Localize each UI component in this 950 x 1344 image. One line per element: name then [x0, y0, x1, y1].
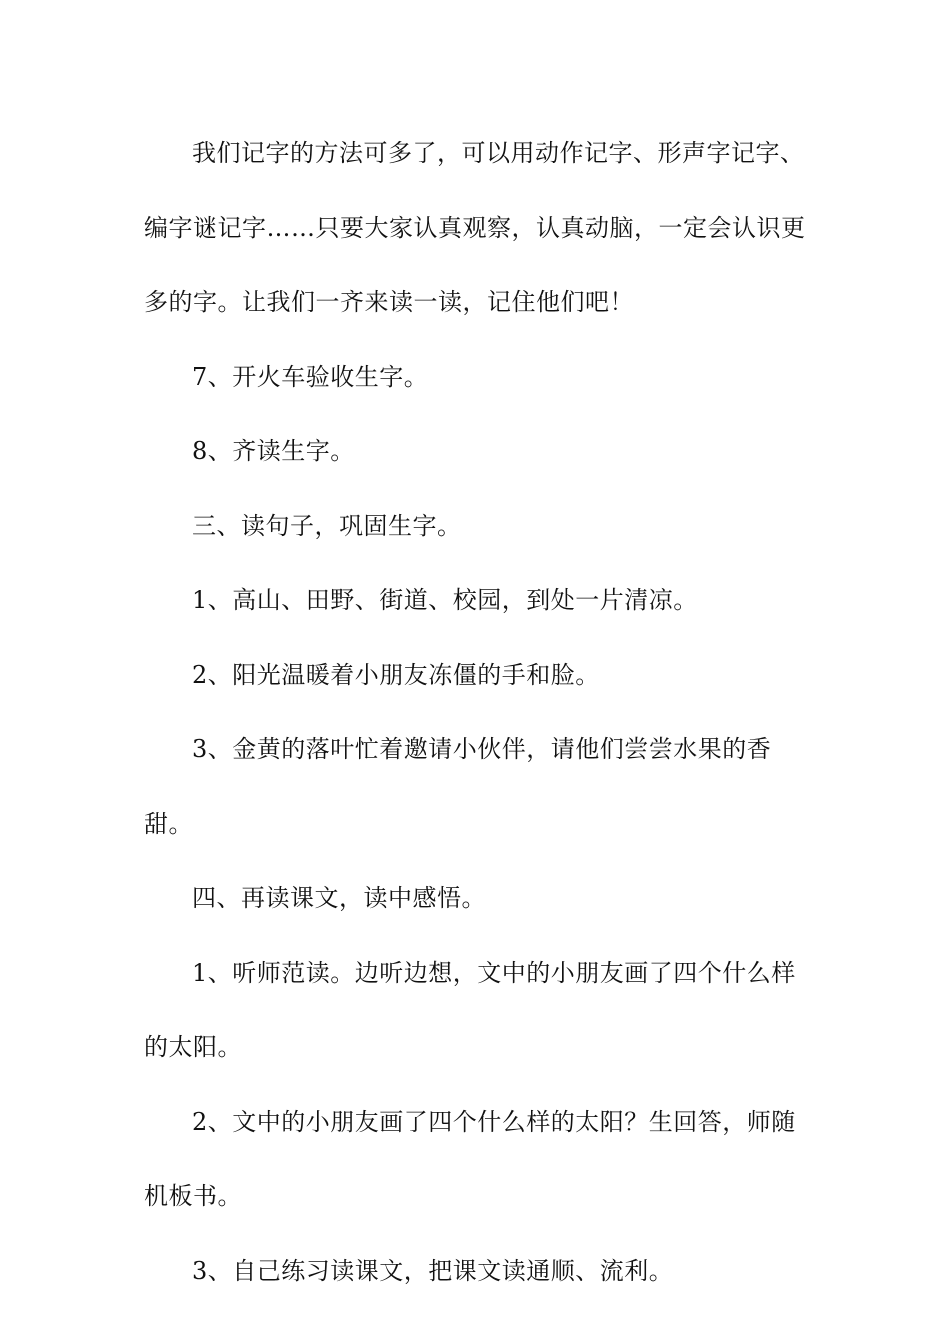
sentence-item-3: 3、金黄的落叶忙着邀请小伙伴，请他们尝尝水果的香甜。 — [144, 735, 772, 838]
section-heading-3: 三、读句子，巩固生字。 — [192, 511, 462, 540]
sentence-item-1: 1、高山、田野、街道、校园，到处一片清凉。 — [192, 586, 698, 614]
reading-step-2: 2、文中的小朋友画了四个什么样的太阳？生回答，师随机板书。 — [144, 1107, 796, 1210]
reading-step-1: 1、听师范读。边听边想，文中的小朋友画了四个什么样的太阳。 — [144, 958, 796, 1061]
sentence-item-2: 2、阳光温暖着小朋友冻僵的手和脸。 — [192, 660, 600, 689]
paragraph-item-8: 8、齐读生字。 — [192, 437, 355, 465]
section-heading-4: 四、再读课文，读中感悟。 — [192, 884, 486, 912]
document-body — [144, 116, 814, 1308]
reading-step-3: 3、自己练习读课文，把课文读通顺、流利。 — [192, 1256, 674, 1285]
paragraph-memorize-methods: 我们记字的方法可多了，可以用动作记字、形声字记字、编字谜记字……只要大家认真观察，认真动脑，一定会认识更多的字。让我们一齐来读一读，记住他们吧！ — [144, 139, 806, 316]
paragraph-item-7: 7、开火车验收生字。 — [192, 362, 429, 391]
